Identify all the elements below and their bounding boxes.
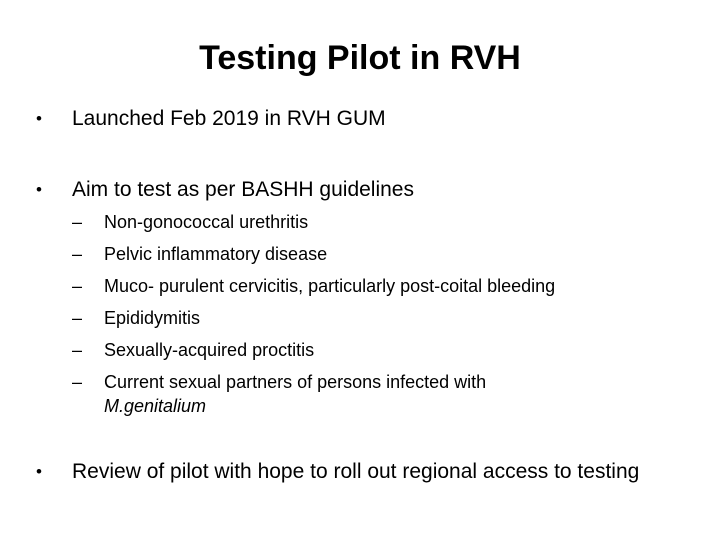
list-item [72, 338, 702, 362]
list-item-text: Muco- purulent cervicitis, particularly post-coital bleeding [104, 276, 556, 296]
dash-marker: – [72, 372, 83, 392]
organism-name: M.genitalium [104, 396, 207, 416]
bullet-aim [36, 176, 656, 204]
dash-marker: – [72, 212, 83, 232]
list-item [72, 370, 702, 418]
bullet-review [36, 458, 686, 486]
list-item [72, 242, 702, 266]
guideline-list [72, 210, 702, 426]
dash-marker: – [72, 276, 83, 296]
bullet-text: Launched Feb 2019 in RVH GUM [72, 107, 386, 130]
bullet-text: Aim to test as per BASHH guidelines [72, 178, 414, 201]
list-item-text: Non-gonococcal urethritis [104, 212, 309, 232]
slide-title: Testing Pilot in RVH [199, 39, 521, 77]
list-item-main-text: Current sexual partners of persons infected with [104, 372, 487, 392]
bullet-launched [36, 105, 656, 133]
list-item [72, 306, 702, 330]
bullet-marker: • [36, 462, 42, 481]
list-item-text [104, 370, 486, 418]
bullet-text: Review of pilot with hope to roll out regional access to testing [72, 460, 640, 483]
list-item [72, 274, 702, 298]
list-item [72, 210, 702, 234]
bullet-marker: • [36, 180, 42, 199]
dash-marker: – [72, 308, 83, 328]
dash-marker: – [72, 244, 83, 264]
list-item-text: Epididymitis [104, 308, 201, 328]
bullet-marker: • [36, 109, 42, 128]
list-item-text: Sexually-acquired proctitis [104, 340, 315, 360]
dash-marker: – [72, 340, 83, 360]
list-item-text: Pelvic inflammatory disease [104, 244, 328, 264]
